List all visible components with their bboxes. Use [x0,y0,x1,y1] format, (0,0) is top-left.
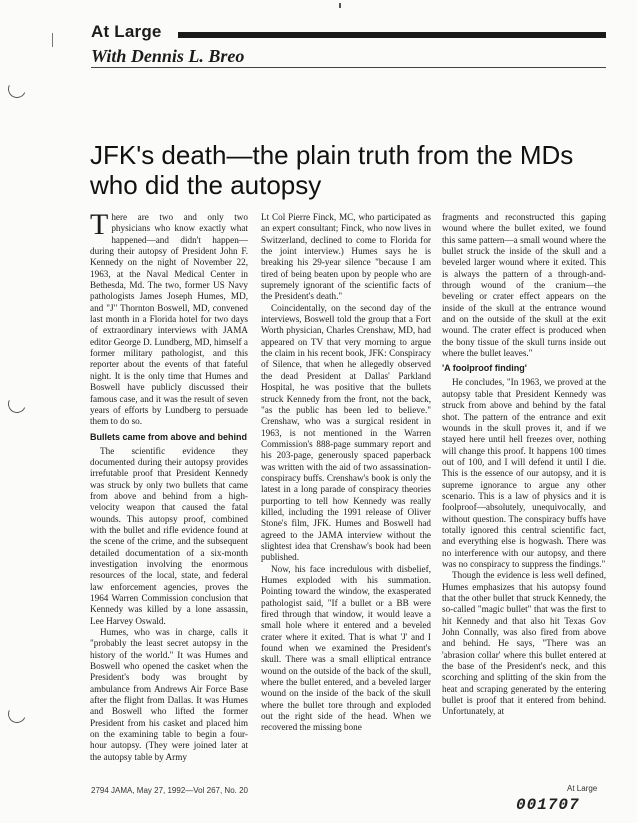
page-footer-citation: 2794 JAMA, May 27, 1992—Vol 267, No. 20 [91,786,248,795]
document-number-stamp: 001707 [516,796,580,814]
punch-hole-mark [5,77,28,100]
paragraph: Now, his face incredulous with disbelief, Humes exploded with his summation. Pointing toward the window, the exasperated pathologist said, "If a bullet or a BB were fired through that window, it would leave a small hole where it entered and a beveled crater where it exited. That is what 'J' and I found when we examined the President's skull. There was a small elliptical entrance wound on the outside of the back of the skull, where the bullet entered, and a beveled larger wound on the inside of the back of the skull where the bullet tore through and exploded out the right side of the head. When we recovered the missing bone [261,563,431,733]
drop-cap: T [90,208,109,241]
article-column-1 [90,208,248,763]
paragraph: He concludes, "In 1963, we proved at the autopsy table that President Kennedy was struck from above and behind by the fatal shot. The pattern of the entrance and exit wounds in the skull proves it, and if we stayed here until hell freezes over, nothing will change this proof. It happens 100 times out of 100, and I will defend it until I die. This is the essence of our autopsy, and it is supreme ignorance to argue any other scenario. This is a law of physics and it is foolproof—absolutely, unequivocally, and without question. The conspiracy buffs have totally ignored this central scientific fact, and everything else is hogwash. There was no interference with our autopsy, and there was no conspiracy to suppress the findings." [442,377,606,569]
article-column-3 [442,212,606,718]
paragraph: fragments and reconstructed this gaping wound where the bullet exited, we found this same pattern—a small wound where the bullet struck the inside of the skull and a beveled larger wound where it exited. This is always the pattern of a through-and-through wound of the cranium—the beveling or crater effect appears on the inside of the skull at the entrance wound and on the outside of the skull at the exit wound. The crater effect is produced when the bony tissue of the skull turns inside out where the bullet leaves." [442,212,606,359]
punch-hole-mark [5,392,28,415]
article-column-2 [261,212,431,734]
article-title: JFK's death—the plain truth from the MDs who did the autopsy [90,140,574,200]
header-rule [178,32,606,38]
paragraph: The scientific evidence they documented during their autopsy provides irrefutable proof that President Kennedy was struck by only two bullets that came from above and behind from a high-velocity weapon that caused the fatal wounds. This autopsy proof, combined with the bullet and rifle evidence found at the scene of the crime, and the subsequent detailed documentation of a six-month investigation involving the enormous resources of the local, state, and federal law enforcement agencies, proves the 1964 Warren Commission conclusion that Kennedy was killed by a lone assassin, Lee Harvey Oswald. [90,445,248,626]
page-footer-section: At Large [567,784,598,793]
paragraph-text: here are two and only two physicians who know exactly what happened—and didn't happen—during their autopsy of President John F. Kennedy on the night of November 22, 1963, at the Naval Medical Center in Bethesda, Md. The two, former US Navy pathologists James Joseph Humes, MD, and "J" Thornton Boswell, MD, convened last month in a Florida hotel for two days of extraordinary interviews with JAMA editor George D. Lundberg, MD, himself a former military pathologist, and this reporter about the events of that fateful night. It is the only time that Humes and Boswell have publicly discussed their famous case, and it was the result of seven years of efforts by Lundberg to persuade them to do so. [90,212,248,427]
subheading: 'A foolproof finding' [442,363,527,374]
paragraph [90,208,248,428]
paragraph: Coincidentally, on the second day of the interviews, Boswell told the group that a Fort Worth physician, Charles Crenshaw, MD, had appeared on TV that very morning to argue the claim in his recent book, JFK: Conspiracy of Silence, that when he allegedly observed the dead President at Dallas' Parkland Hospital, he was positive that the bullets struck Kennedy from the front, not the back, "as the public has been led to believe." Crenshaw, who was a surgical resident in 1963, is not mentioned in the Warren Commission's 888-page summary report and his 203-page, generously spaced paperback was written with the aid of two assassination-conspiracy buffs. Crenshaw's book is only the latest in a long parade of conspiracy theories purporting to tell how Kennedy was really killed, including the 1991 release of Oliver Stone's film, JFK. Humes and Boswell had agreed to the JAMA interview without the slightest idea that Crenshaw's book had been published. [261,302,431,563]
header-underline [91,67,606,68]
subheading: Bullets came from above and behind [90,431,248,442]
section-title: At Large [91,22,162,41]
scan-margin-mark [52,33,53,47]
paragraph: Lt Col Pierre Finck, MC, who participated as an expert consultant; Finck, who now lives in Switzerland, declined to come to Florida for the joint interview.) Humes says he is breaking his 29-year silence "because I am tired of being beaten upon by people who are supremely ignorant of the scientific facts of the President's death." [261,212,431,302]
paragraph: Though the evidence is less well defined, Humes emphasizes that his autopsy found that the other bullet that struck Kennedy, the so-called "magic bullet" that was the first to hit Kennedy and that also hit Texas Gov John Connally, was also fired from above and behind. He says, "There was an 'abrasion collar' where this bullet entered at the base of the President's neck, and this scorching and splitting of the skin from the heat and scraping generated by the entering bullet is proof that it entered from behind. Unfortunately, at [442,570,606,717]
paragraph: Humes, who was in charge, calls it "probably the least secret autopsy in the history of the world." It was Humes and Boswell who opened the casket when the President's body was brought by ambulance from Andrews Air Force Base after the flight from Dallas. It was Humes and Boswell who lifted the former President from his casket and placed him on the examining table to begin a four-hour autopsy. (They were joined later at the autopsy table by Army [90,627,248,762]
scan-margin-mark [339,3,341,8]
column-byline: With Dennis L. Breo [91,46,245,66]
punch-hole-mark [5,702,28,725]
